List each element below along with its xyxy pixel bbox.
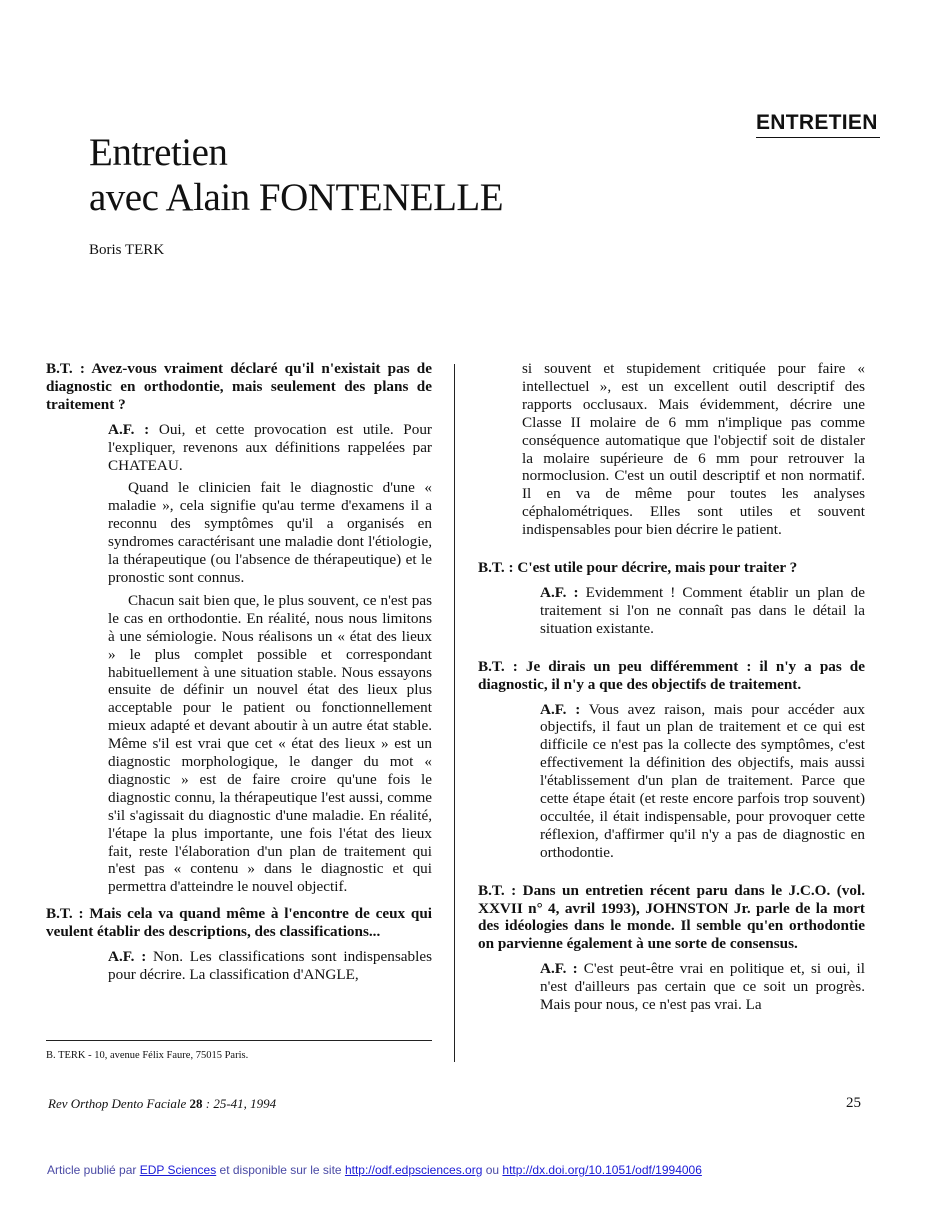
answer-text: Non. Les classifications sont indispensables pour décrire. La classification d'ANGLE, xyxy=(108,948,432,983)
title-line-2: avec Alain FONTENELLE xyxy=(89,176,504,219)
answer-2-continued: si souvent et stupidement critiquée pour faire « intellectuel », est un excellent outil descriptif des rapports occlusaux. Mais évidemment, décrire une Classe II molaire de 6 mm n'implique pas comme conséquence automatique que l'objectif soit de distaler la molaire supérieure de 6 mm pour retrouver la normoclusion. C'est un outil descriptif et non normatif. Il en va de même pour toutes les analyses céphalométriques. Elles sont utiles et souvent indispensables pour bien décrire le patient. xyxy=(522,360,865,539)
publisher-credit xyxy=(47,1163,702,1177)
footnote-rule xyxy=(46,1040,432,1041)
answer-text: Vous avez raison, mais pour accéder aux objectifs, il faut un plan de traitement et ce qui est difficile ce n'est pas la collecte des symptômes, c'est effectivement la définition des objectifs, mais aussi l'établissement d'un plan de traitement. Parce que cette étape était (et reste encore parfois trop souvent) occultée, il était indispensable, pour provoquer cette réflexion, d'affirmer qu'il n'y a pas de diagnostic en orthodontie. xyxy=(540,700,865,861)
section-label: ENTRETIEN xyxy=(756,110,880,138)
page-number: 25 xyxy=(846,1095,861,1111)
author-address-footnote: B. TERK - 10, avenue Félix Faure, 75015 Paris. xyxy=(46,1050,249,1061)
journal-citation xyxy=(48,1096,276,1112)
speaker-label: A.F. : xyxy=(108,420,150,438)
right-column xyxy=(478,360,865,1014)
article-title xyxy=(89,130,503,220)
question-2: B.T. : Mais cela va quand même à l'encontre de ceux qui veulent établir des descriptions, des classifications... xyxy=(46,905,432,941)
answer-4 xyxy=(540,701,865,862)
answer-1-paragraph-3: Chacun sait bien que, le plus souvent, ce n'est pas le cas en orthodontie. En réalité, nous nous limitons à une sémiologie. Nous réalisons un « état des lieux » le plus complet possible et correspondant habituellement à une situation stable. Nous essayons ensuite de définir un nouvel état des lieux plus acceptable pour le patient ou fonctionnellement mieux adapté et devant aboutir à un autre état stable. Même s'il est vrai que cet « état des lieux » est un diagnostic morphologique, le danger du mot « diagnostic » est de faire croire qu'une fois le diagnostic connu, la thérapeutique l'est aussi, comme s'il s'agissait du diagnostic d'une maladie. En réalité, l'étape la plus importante, une fois l'état des lieux fait, reste l'élaboration d'un plan de traitement qui n'est pas « contenu » dans le diagnostic et qui permettra d'atteindre le nouvel objectif. xyxy=(108,591,432,896)
speaker-label: A.F. : xyxy=(540,583,579,601)
question-3: B.T. : C'est utile pour décrire, mais pour traiter ? xyxy=(478,559,798,577)
question-4: B.T. : Je dirais un peu différemment : il n'y a pas de diagnostic, il n'y a que des objectifs de traitement. xyxy=(478,657,865,693)
question-5: B.T. : Dans un entretien récent paru dans le J.C.O. (vol. XXVII n° 4, avril 1993), JOHNSTON Jr. parle de la mort des idéologies dans le monde. Il semble qu'en orthodontie on parvienne également à une sorte de consensus. xyxy=(478,881,865,953)
column-divider xyxy=(454,364,455,1062)
answer-text: C'est peut-être vrai en politique et, si oui, il n'est d'ailleurs pas certain que ce soit un progrès. Mais pour nous, ce n'est pas vrai. La xyxy=(540,960,865,1014)
edp-sciences-link[interactable]: EDP Sciences xyxy=(139,1163,217,1177)
answer-4-paragraph-1 xyxy=(540,701,865,862)
answer-2-paragraph-1 xyxy=(108,948,432,984)
left-column xyxy=(46,360,432,984)
journal-volume: 28 xyxy=(189,1096,203,1111)
journal-pages: : 25-41, 1994 xyxy=(202,1096,277,1111)
title-line-1: Entretien xyxy=(89,131,228,174)
speaker-label: A.F. : xyxy=(540,700,581,718)
credit-text: ou xyxy=(482,1163,503,1177)
odf-site-link[interactable]: http://odf.edpsciences.org xyxy=(344,1163,483,1177)
answer-2 xyxy=(108,948,432,984)
credit-text: Article publié par xyxy=(47,1163,140,1177)
speaker-label: A.F. : xyxy=(540,960,578,978)
journal-name: Rev Orthop Dento Faciale xyxy=(48,1096,190,1111)
answer-text: Oui, et cette provocation est utile. Pour l'expliquer, revenons aux définitions rappelées par CHATEAU. xyxy=(108,420,432,474)
answer-3-paragraph-1 xyxy=(540,584,865,638)
answer-1-paragraph-1 xyxy=(108,421,432,475)
answer-5 xyxy=(540,960,865,1014)
credit-text: et disponible sur le site xyxy=(216,1163,345,1177)
speaker-label: A.F. : xyxy=(108,948,147,966)
answer-5-paragraph-1 xyxy=(540,960,865,1014)
answer-1 xyxy=(108,421,432,897)
question-1: B.T. : Avez-vous vraiment déclaré qu'il n'existait pas de diagnostic en orthodontie, mais seulement des plans de traitement ? xyxy=(46,360,432,413)
doi-link[interactable]: http://dx.doi.org/10.1051/odf/1994006 xyxy=(502,1163,702,1177)
answer-3 xyxy=(540,584,865,638)
answer-1-paragraph-2: Quand le clinicien fait le diagnostic d'une « maladie », cela signifie qu'au terme d'examens il a reconnu des symptômes qu'il a organisés en syndromes caractérisant une maladie dont l'étiologie, la thérapeutique (ou l'absence de thérapeutique) et le pronostic sont connus. xyxy=(108,479,432,586)
author-name: Boris TERK xyxy=(89,242,165,258)
answer-text: Evidemment ! Comment établir un plan de traitement si l'on ne connaît pas dans le détail la situation existante. xyxy=(540,583,865,637)
